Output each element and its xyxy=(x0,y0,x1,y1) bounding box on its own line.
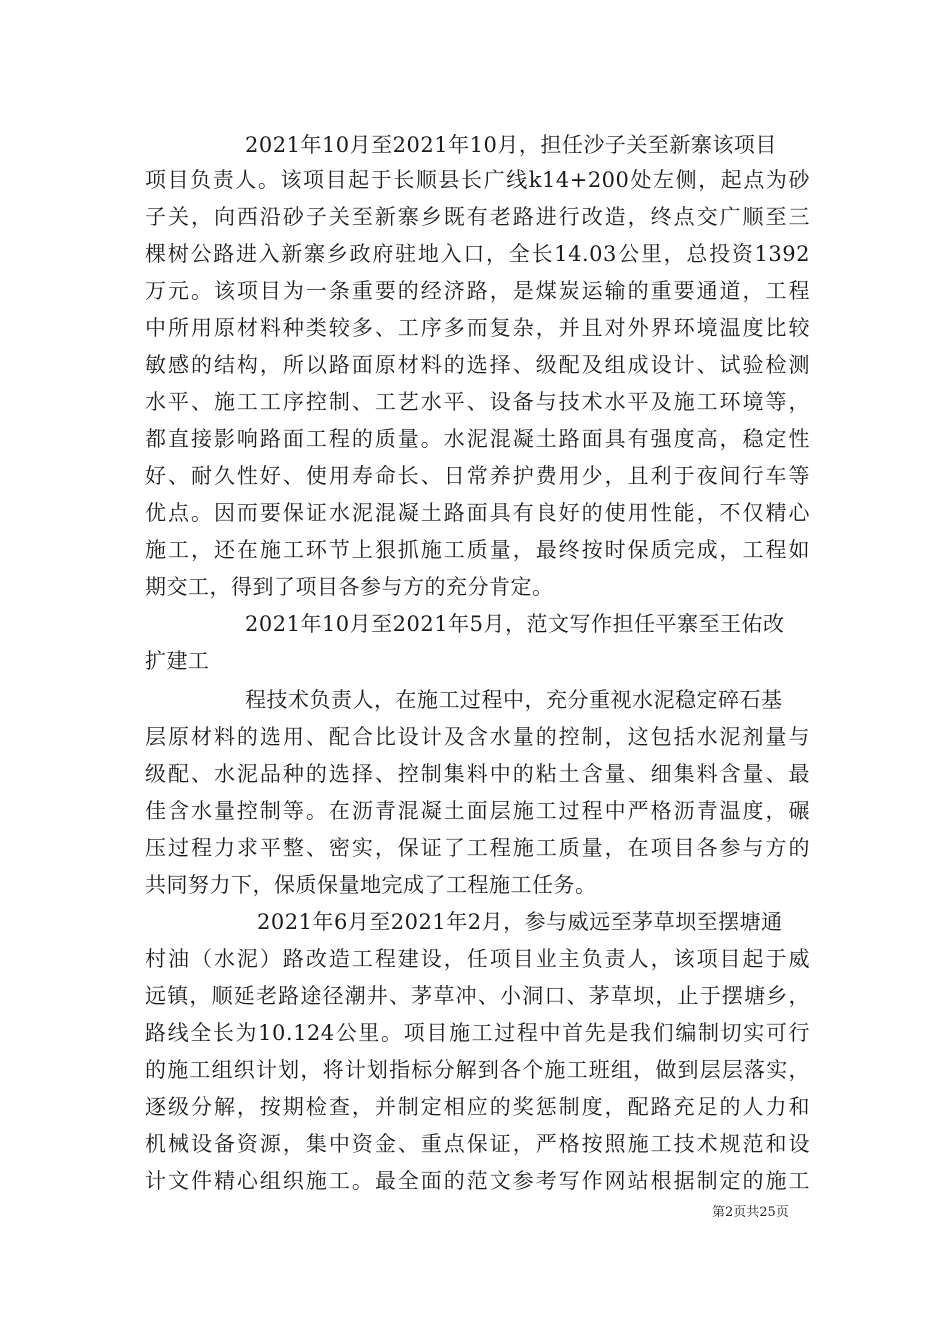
text-line: 计文件精心组织施工。最全面的范文参考写作网站根据制定的施工 xyxy=(145,1169,810,1193)
text-line: 都直接影响路面工程的质量。水泥混凝土路面具有强度高，稳定性 xyxy=(145,427,810,451)
text-line: 项目负责人。该项目起于长顺县长广线k14+200处左侧，起点为砂 xyxy=(145,168,810,192)
text-line: 的施工组织计划，将计划指标分解到各个施工班组，做到层层落实， xyxy=(145,1058,810,1082)
text-line: 水平、施工工序控制、工艺水平、设备与技术水平及施工环境等， xyxy=(145,390,810,414)
text-line: 敏感的结构，所以路面原材料的选择、级配及组成设计、试验检测 xyxy=(145,353,810,377)
page-number: 第2页共25页 xyxy=(712,1205,789,1220)
text-line: 施工，还在施工环节上狠抓施工质量，最终按时保质完成，工程如 xyxy=(145,538,810,562)
text-line: 压过程力求平整、密实，保证了工程施工质量，在项目各参与方的 xyxy=(145,836,810,860)
text-line: 级配、水泥品种的选择、控制集料中的粘土含量、细集料含量、最 xyxy=(145,762,810,786)
text-line: 子关，向西沿砂子关至新寨乡既有老路进行改造，终点交广顺至三 xyxy=(145,205,810,229)
text-line: 2021年6月至2021年2月，参与威远至茅草坝至摆塘通 xyxy=(257,910,783,934)
text-line: 逐级分解，按期检查，并制定相应的奖惩制度，配路充足的人力和 xyxy=(145,1095,810,1119)
text-line: 万元。该项目为一条重要的经济路，是煤炭运输的重要通道，工程 xyxy=(145,279,810,303)
text-line: 好、耐久性好、使用寿命长、日常养护费用少，且利于夜间行车等 xyxy=(145,464,810,488)
text-line: 共同努力下，保质保量地完成了工程施工任务。 xyxy=(145,873,597,897)
text-line: 2021年10月至2021年5月，范文写作担任平寨至王佑改 xyxy=(245,612,785,636)
text-line: 中所用原材料种类较多、工序多而复杂，并且对外界环境温度比较 xyxy=(145,316,810,340)
text-line: 2021年10月至2021年10月，担任沙子关至新寨该项目 xyxy=(245,133,777,157)
text-line: 佳含水量控制等。在沥青混凝土面层施工过程中严格沥青温度，碾 xyxy=(145,799,810,823)
text-line: 扩建工 xyxy=(145,649,210,673)
text-line: 村油（水泥）路改造工程建设，任项目业主负责人，该项目起于威 xyxy=(145,947,810,971)
text-line: 远镇，顺延老路途径潮井、茅草冲、小洞口、茅草坝，止于摆塘乡， xyxy=(145,984,810,1008)
text-line: 程技术负责人，在施工过程中，充分重视水泥稳定碎石基 xyxy=(245,688,783,712)
text-line: 期交工，得到了项目各参与方的充分肯定。 xyxy=(145,575,554,599)
text-line: 路线全长为10.124公里。项目施工过程中首先是我们编制切实可行 xyxy=(145,1021,810,1045)
text-line: 棵树公路进入新寨乡政府驻地入口，全长14.03公里，总投资1392 xyxy=(145,242,810,266)
text-line: 优点。因而要保证水泥混凝土路面具有良好的使用性能，不仅精心 xyxy=(145,501,810,525)
text-line: 层原材料的选用、配合比设计及含水量的控制，这包括水泥剂量与 xyxy=(145,725,810,749)
text-line: 机械设备资源，集中资金、重点保证，严格按照施工技术规范和设 xyxy=(145,1132,810,1156)
